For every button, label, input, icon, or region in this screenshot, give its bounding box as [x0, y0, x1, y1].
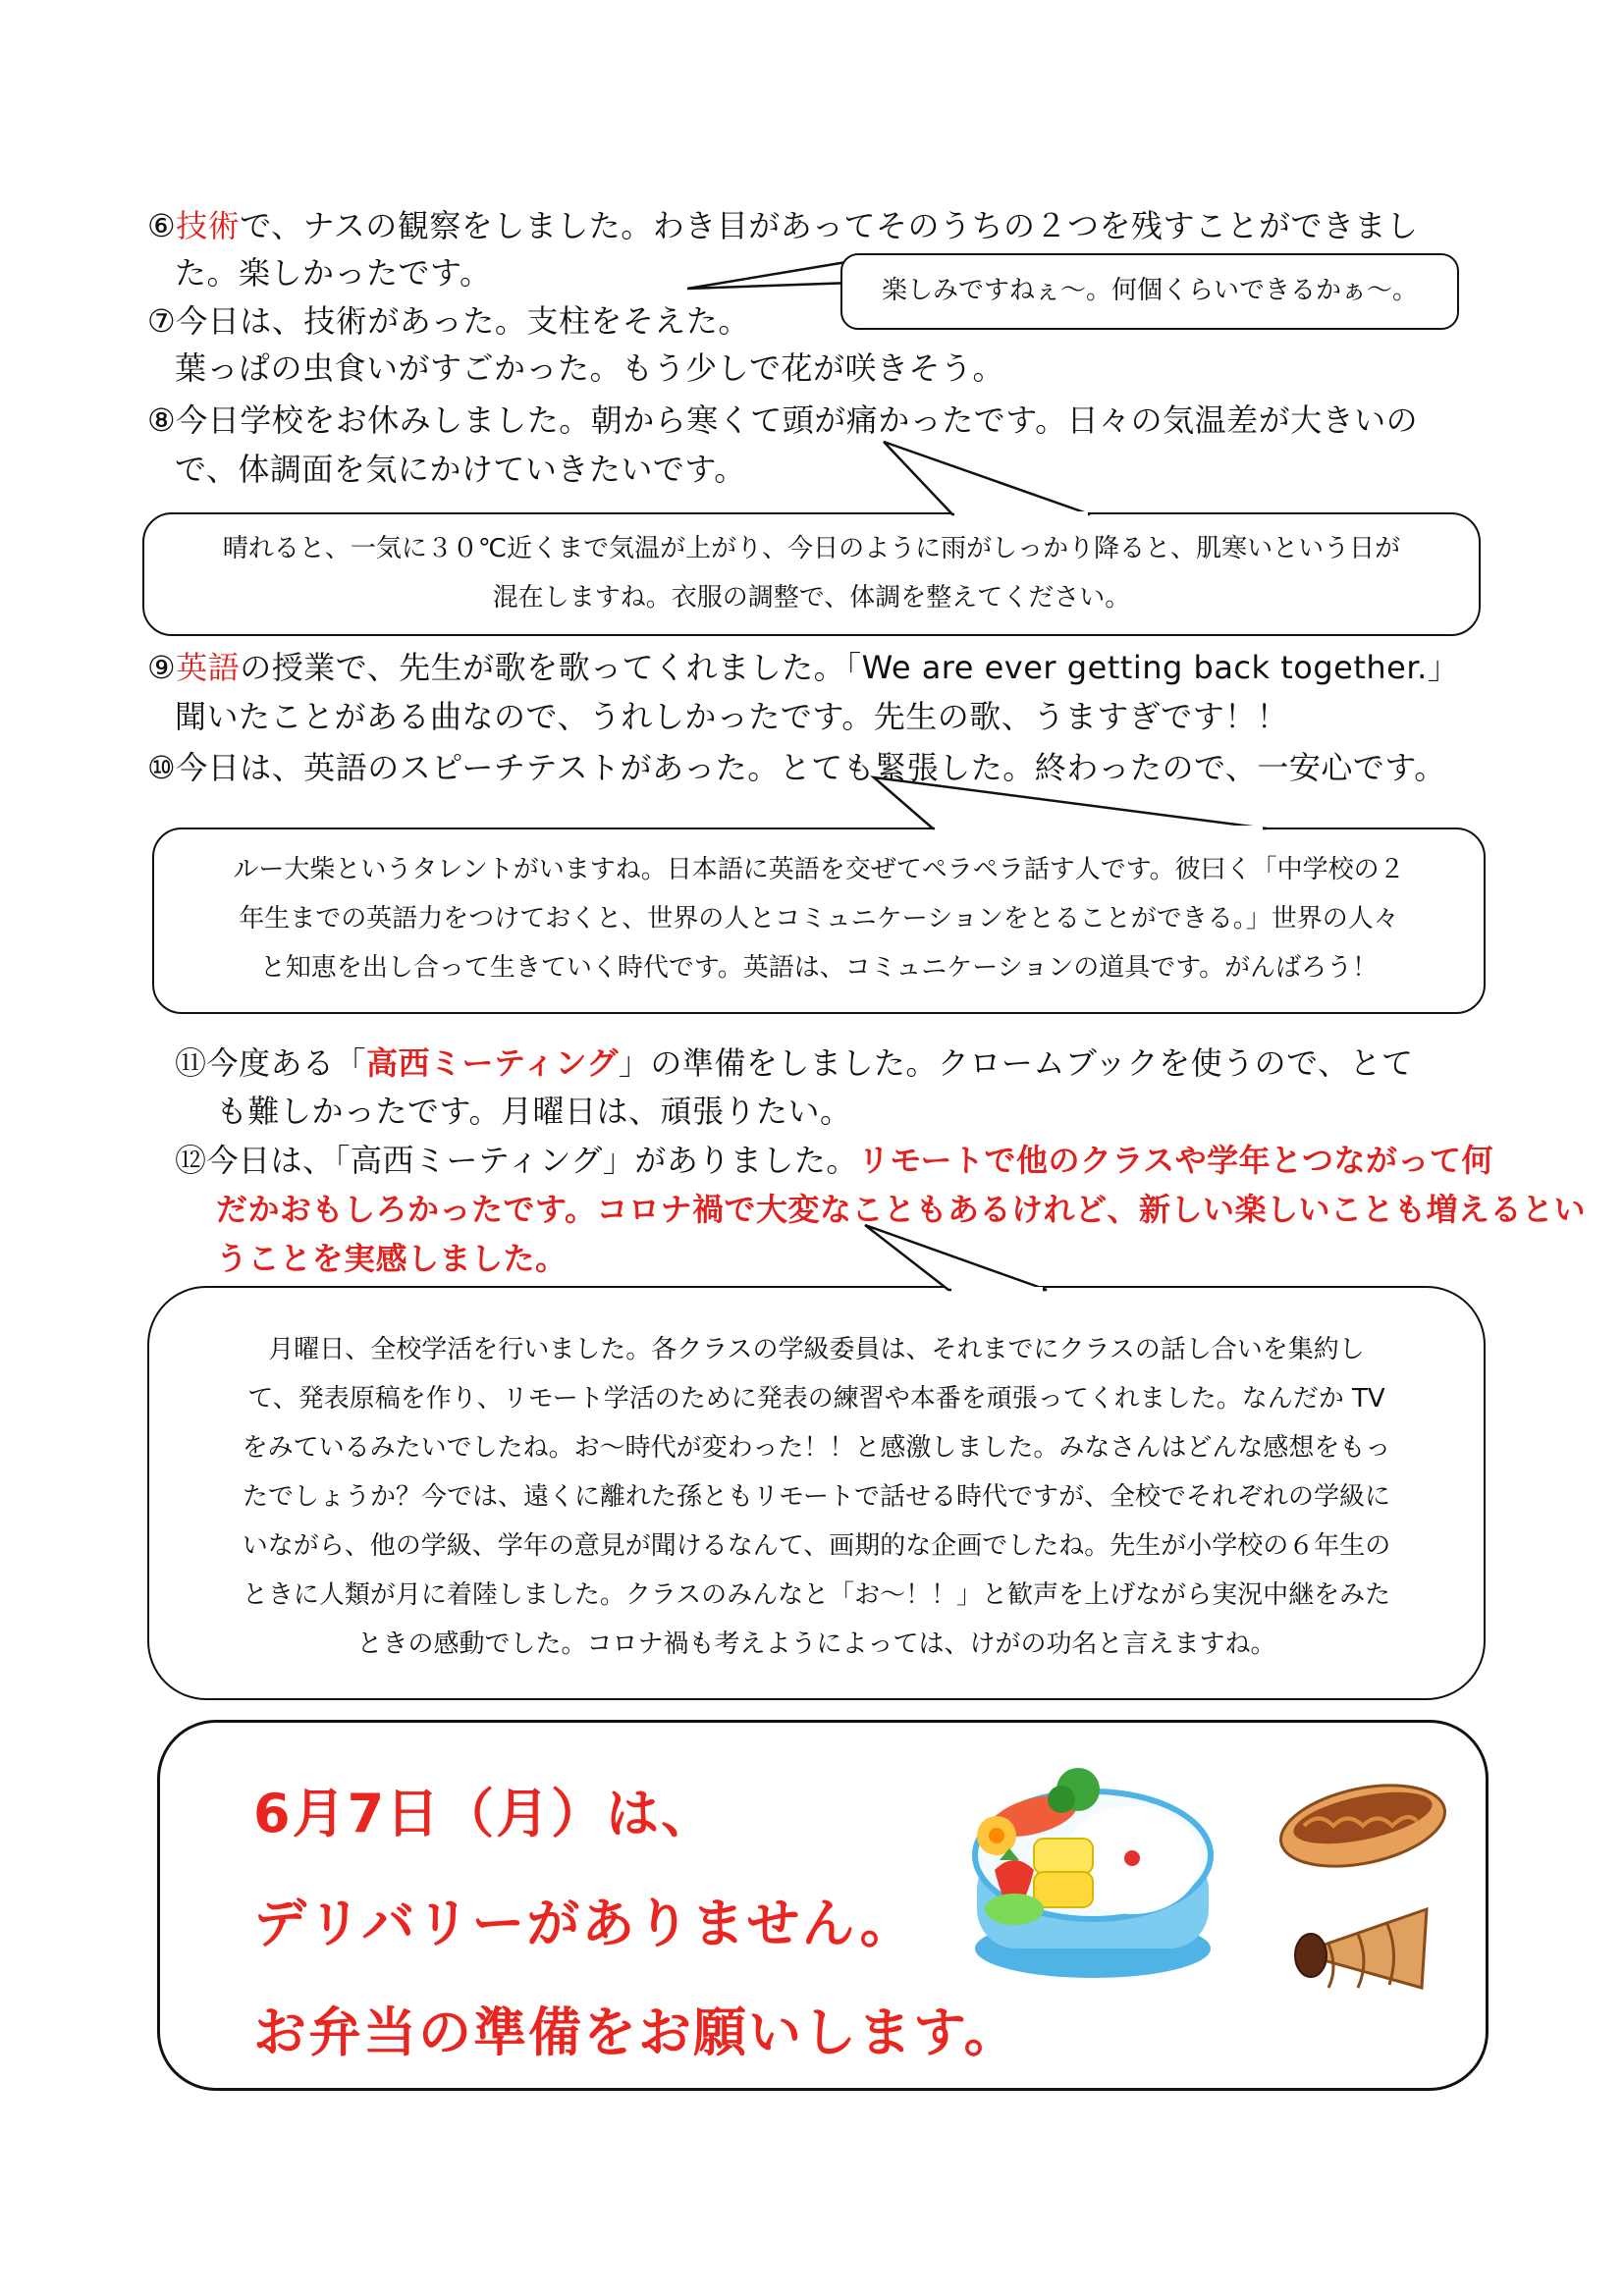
comment-1-text: 楽しみですねぇ〜。何個くらいできるかぁ〜。 [881, 276, 1418, 305]
item-12-line3: うことを実感しました。 [216, 1240, 568, 1277]
comment-4-line4: たでしょうか？今では、遠くに離れた孫ともリモートで話せる時代ですが、全校でそれぞれの学級に [243, 1482, 1390, 1512]
comment-4-tail [860, 1225, 1056, 1294]
meeting-highlight: 高西ミーティング [366, 1044, 619, 1082]
item-10-line1: ⑩今日は、英語のスピーチテストがあった。とても緊張した。終わったので、一安心です。 [147, 749, 1446, 786]
comment-3-tail [864, 777, 1276, 832]
comment-3-line1: ルー大柴というタレントがいますね。日本語に英語を交ぜてペラペラ話す人です。彼曰く「中学校の２ [233, 855, 1405, 884]
chocolate-cornet-icon [1289, 1895, 1436, 2002]
notice-box [157, 1720, 1489, 2091]
item-7-line2: 葉っぱの虫食いがすごかった。もう少しで花が咲きそう。 [175, 349, 1005, 387]
item-9-line2: 聞いたことがある曲なので、うれしかったです。先生の歌、うますぎです！！ [175, 698, 1289, 735]
comment-1-tail [687, 257, 854, 296]
item-6-line2: た。楽しかったです。 [175, 254, 492, 292]
item-11-line2: も難しかったです。月曜日は、頑張りたい。 [216, 1093, 852, 1130]
bento-icon [955, 1762, 1220, 1988]
comment-2-bubble [142, 512, 1481, 636]
item-9-line1: ⑨英語の授業で、先生が歌を歌ってくれました。「We are ever getting back together.」 [147, 649, 1460, 686]
comment-3-bubble [152, 828, 1486, 1014]
notice-date: 6月7日（月）は、 [253, 1783, 717, 1844]
item-7-line1: ⑦今日は、技術があった。支柱をそえた。 [147, 302, 750, 340]
comment-1-bubble [840, 253, 1459, 330]
item-8-line2: で、体調面を気にかけていきたいです。 [175, 451, 746, 488]
item-8-line1: ⑧今日学校をお休みしました。朝から寒くて頭が痛かったです。日々の気温差が大きいの [147, 401, 1419, 439]
comment-2-line2: 混在しますね。衣服の調整で、体調を整えてください。 [492, 583, 1131, 613]
notice-no-delivery: デリバリーがありません。 [253, 1893, 915, 1954]
notice-bring-lunch: お弁当の準備をお願いします。 [253, 2002, 1019, 2063]
comment-4-line7: ときの感動でした。コロナ禍も考えようによっては、けがの功名と言えますね。 [356, 1629, 1276, 1659]
item-12-line1: ⑫今日は、「高西ミーティング」がありました。リモートで他のクラスや学年とつながって何 [175, 1142, 1493, 1179]
comment-4-line1: 月曜日、全校学活を行いました。各クラスの学級委員は、それまでにクラスの話し合いを集約し [268, 1335, 1365, 1364]
comment-4-line6: ときに人類が月に着陸しました。クラスのみんなと「お〜！！」と歓声を上げながら実況中継をみた [242, 1580, 1391, 1610]
comment-4-line3: をみているみたいでしたね。お〜時代が変わった！！と感激しました。みなさんはどんな感想をもっ [242, 1433, 1391, 1463]
item-6-line1: ⑥技術で、ナスの観察をしました。わき目があってそのうちの２つを残すことができまし [147, 207, 1419, 244]
subject-highlight: 英語 [176, 649, 241, 686]
subject-highlight: 技術 [176, 207, 241, 244]
comment-2-tail [864, 442, 1100, 518]
comment-4-line2: て、発表原稿を作り、リモート学活のために発表の練習や本番を頑張ってくれました。なんだか TV [247, 1384, 1385, 1414]
item-11-line1: ⑪今度ある「高西ミーティング」の準備をしました。クロームブックを使うので、とて [175, 1044, 1414, 1082]
comment-4-bubble [147, 1286, 1486, 1700]
comment-3-line3: と知恵を出し合って生きていく時代です。英語は、コミュニケーションの道具です。がんばろう！ [259, 953, 1379, 983]
comment-3-line2: 年生までの英語力をつけておくと、世界の人とコミュニケーションをとることができる。」世界の人々 [239, 904, 1399, 934]
item-12-line2: だかおもしろかったです。コロナ禍で大変なこともあるけれど、新しい楽しいことも増えるとい [216, 1191, 1586, 1228]
comment-4-line5: いながら、他の学級、学年の意見が聞けるなんて、画期的な企画でしたね。先生が小学校の６年生の [242, 1531, 1391, 1561]
yakisoba-bread-icon [1270, 1767, 1456, 1875]
comment-2-line1: 晴れると、一気に３０℃近くまで気温が上がり、今日のように雨がしっかり降ると、肌寒いという日が [222, 534, 1401, 563]
remote-highlight-1: リモートで他のクラスや学年とつながって何 [857, 1142, 1493, 1179]
